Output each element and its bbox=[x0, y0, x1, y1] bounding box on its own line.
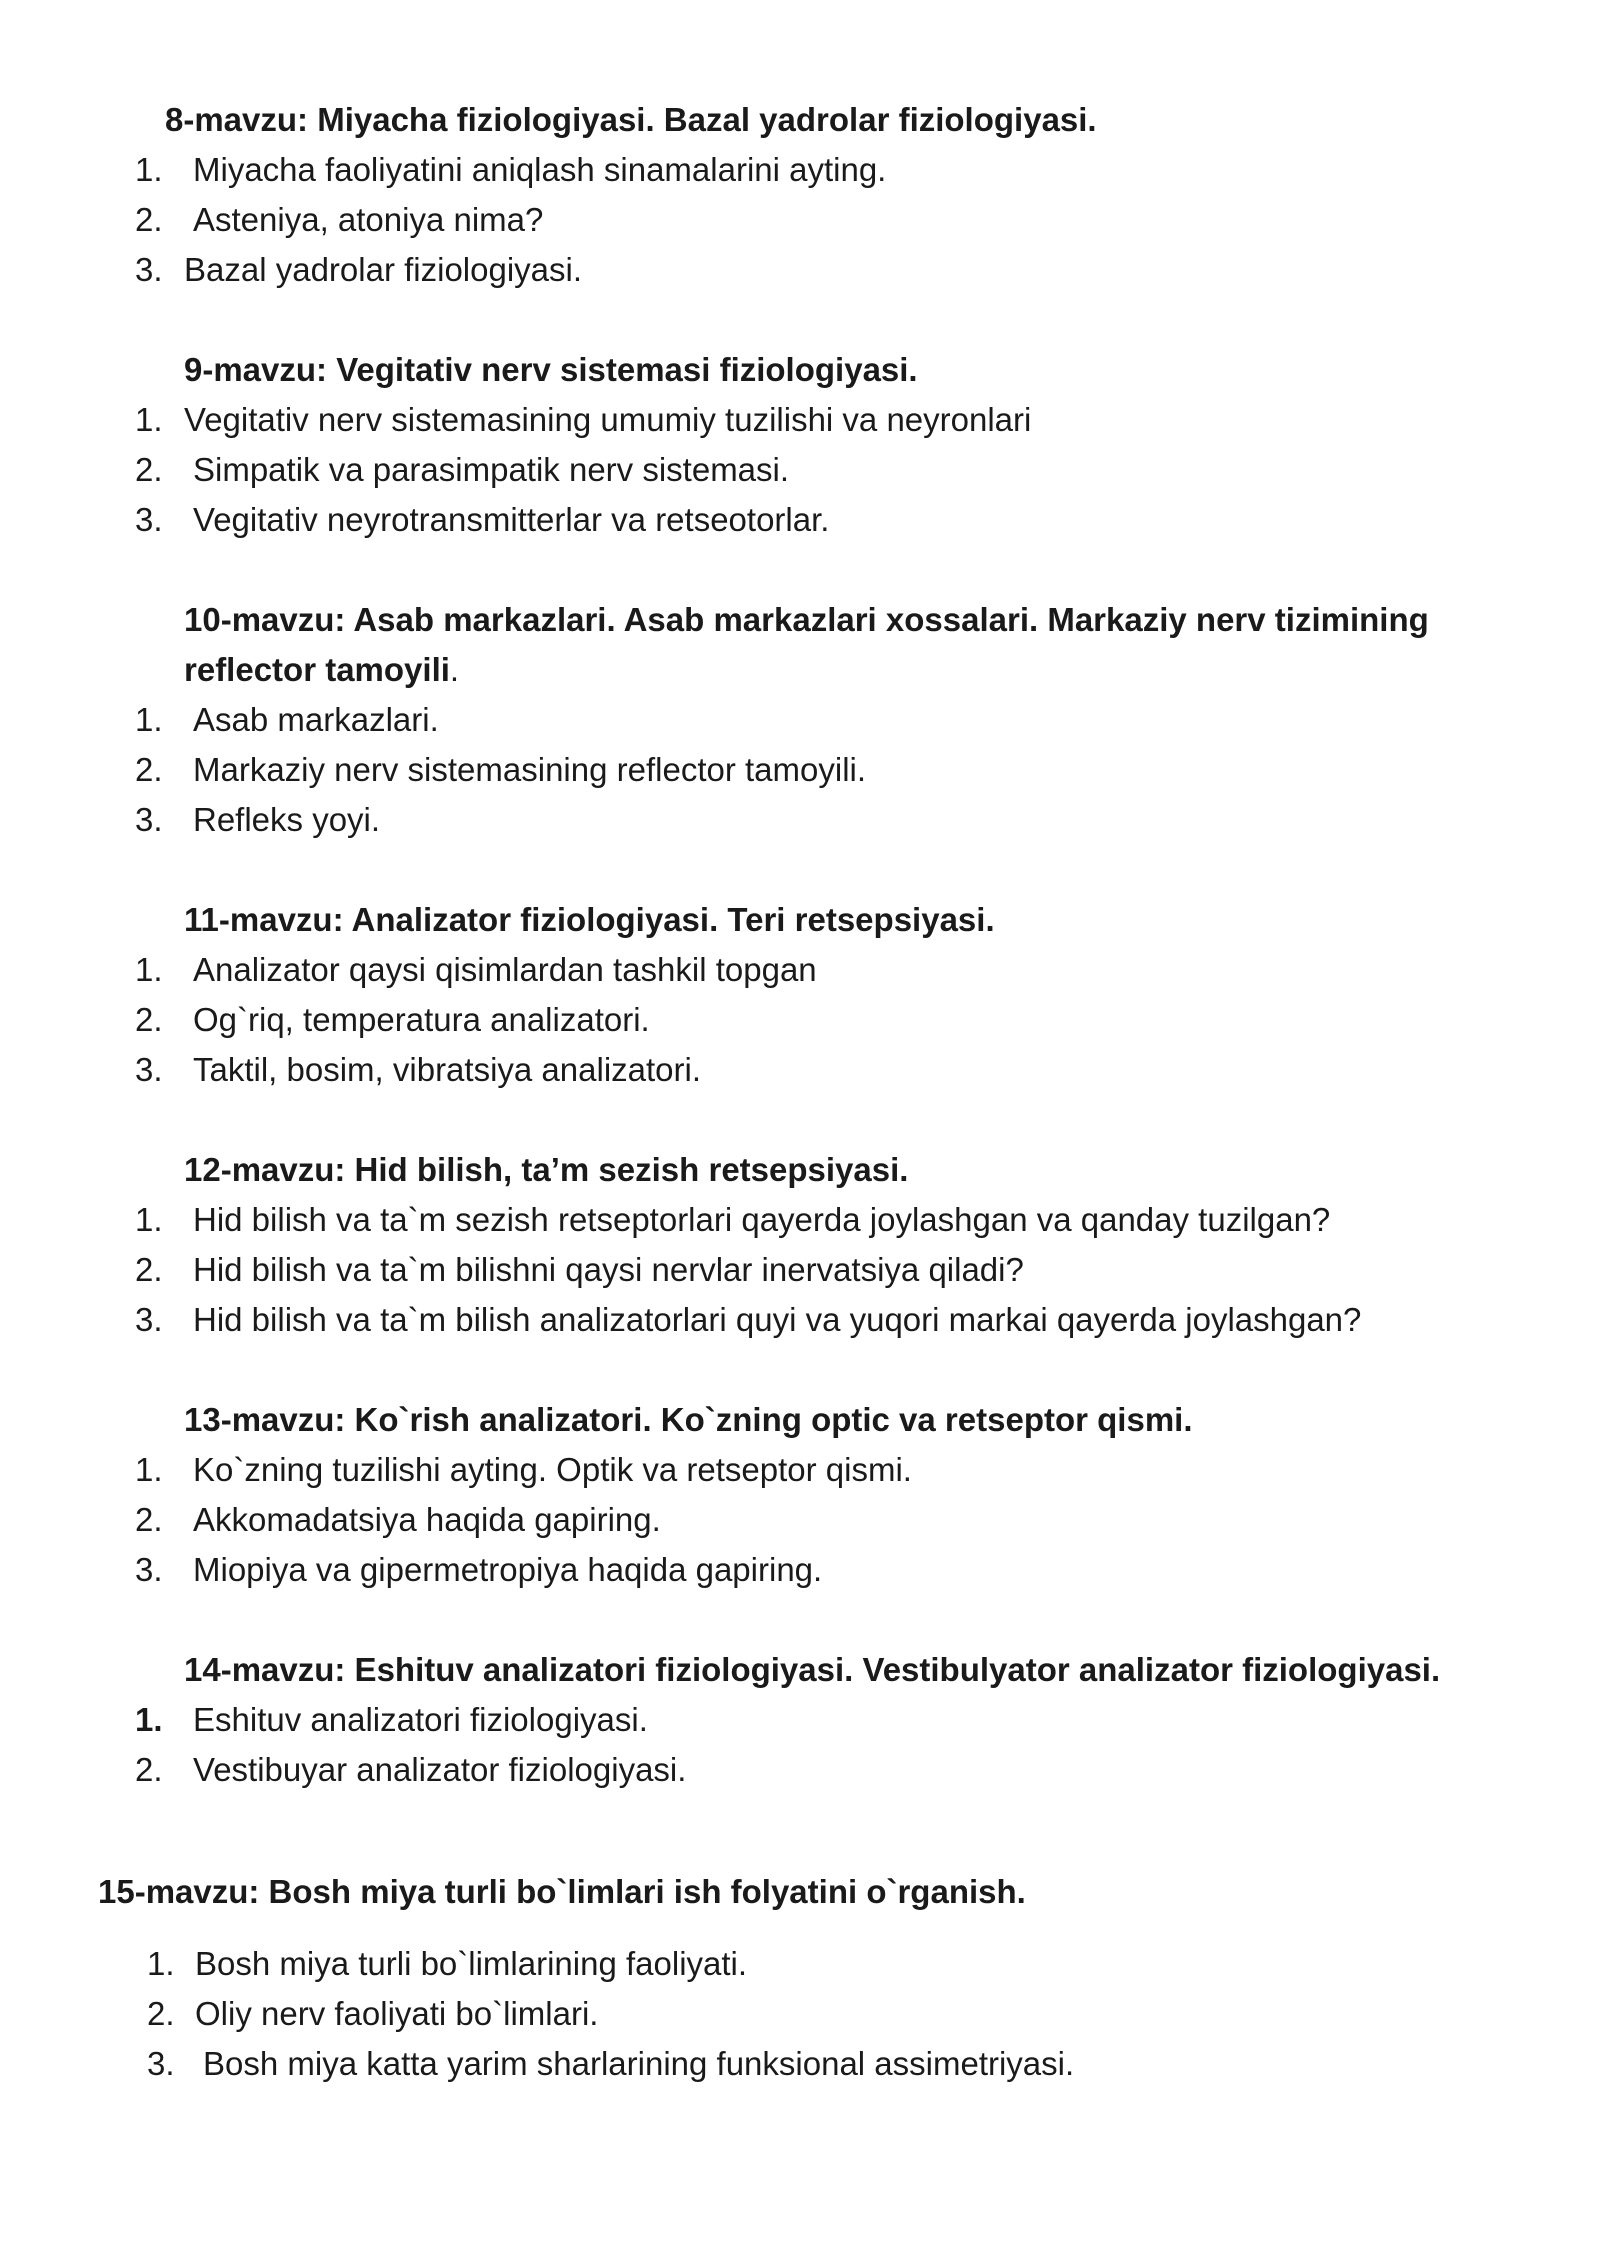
topic-13-item-1: Ko`zning tuzilishi ayting. Optik va retseptor qismi. bbox=[193, 1451, 912, 1488]
topic-10-title-line-2-period: . bbox=[449, 651, 460, 688]
topic-12-item-2-number: 2. bbox=[135, 1251, 163, 1288]
topic-10-title-line-2-bold: reflector tamoyili bbox=[184, 651, 450, 688]
topic-14-item-2-number: 2. bbox=[135, 1751, 163, 1788]
topic-13-title: 13-mavzu: Ko`rish analizatori. Ko`zning optic va retseptor qismi. bbox=[184, 1401, 1193, 1438]
topic-11-item-1: Analizator qaysi qisimlardan tashkil topgan bbox=[193, 951, 817, 988]
topic-8-item-2-number: 2. bbox=[135, 201, 163, 238]
topic-10-item-1: Asab markazlari. bbox=[193, 701, 439, 738]
topic-10-item-3-number: 3. bbox=[135, 801, 163, 838]
topic-8-title: 8-mavzu: Miyacha fiziologiyasi. Bazal yadrolar fiziologiyasi. bbox=[165, 101, 1097, 138]
topic-10-title-line-1: 10-mavzu: Asab markazlari. Asab markazlari xossalari. Markaziy nerv tizimining bbox=[184, 601, 1429, 638]
topic-8-item-2: Asteniya, atoniya nima? bbox=[193, 201, 544, 238]
topic-11-item-2-number: 2. bbox=[135, 1001, 163, 1038]
topic-12-item-1: Hid bilish va ta`m sezish retseptorlari qayerda joylashgan va qanday tuzilgan? bbox=[193, 1201, 1331, 1238]
topic-15-item-3-number: 3. bbox=[147, 2045, 175, 2082]
topic-15-item-3: Bosh miya katta yarim sharlarining funksional assimetriyasi. bbox=[203, 2045, 1075, 2082]
topic-11-item-3: Taktil, bosim, vibratsiya analizatori. bbox=[193, 1051, 702, 1088]
topic-10-item-2: Markaziy nerv sistemasining reflector tamoyili. bbox=[193, 751, 867, 788]
topic-9-item-2-number: 2. bbox=[135, 451, 163, 488]
topic-8-item-3-number: 3. bbox=[135, 251, 163, 288]
topic-12-item-3: Hid bilish va ta`m bilish analizatorlari quyi va yuqori markai qayerda joylashgan? bbox=[193, 1301, 1362, 1338]
topic-14-item-2: Vestibuyar analizator fiziologiyasi. bbox=[193, 1751, 687, 1788]
topic-12-title: 12-mavzu: Hid bilish, ta’m sezish retsepsiyasi. bbox=[184, 1151, 909, 1188]
topic-9-item-3-number: 3. bbox=[135, 501, 163, 538]
topic-11-item-3-number: 3. bbox=[135, 1051, 163, 1088]
topic-11-item-1-number: 1. bbox=[135, 951, 163, 988]
topic-10-item-1-number: 1. bbox=[135, 701, 163, 738]
topic-14-item-1-number: 1. bbox=[135, 1701, 163, 1738]
topic-12-item-2: Hid bilish va ta`m bilishni qaysi nervlar inervatsiya qiladi? bbox=[193, 1251, 1024, 1288]
topic-10-item-2-number: 2. bbox=[135, 751, 163, 788]
topic-13-item-3-number: 3. bbox=[135, 1551, 163, 1588]
topic-9-item-1: Vegitativ nerv sistemasining umumiy tuzilishi va neyronlari bbox=[184, 401, 1032, 438]
topic-11-item-2: Og`riq, temperatura analizatori. bbox=[193, 1001, 650, 1038]
topic-9-item-2: Simpatik va parasimpatik nerv sistemasi. bbox=[193, 451, 790, 488]
topic-15-item-2: Oliy nerv faoliyati bo`limlari. bbox=[195, 1995, 599, 2032]
topic-12-item-1-number: 1. bbox=[135, 1201, 163, 1238]
topic-9-title: 9-mavzu: Vegitativ nerv sistemasi fiziologiyasi. bbox=[184, 351, 918, 388]
topic-8-item-1-number: 1. bbox=[135, 151, 163, 188]
topic-8-item-3: Bazal yadrolar fiziologiyasi. bbox=[184, 251, 583, 288]
topic-10-title-line-2 bbox=[184, 650, 459, 690]
topic-11-title: 11-mavzu: Analizator fiziologiyasi. Teri retsepsiyasi. bbox=[184, 901, 995, 938]
topic-8-item-1: Miyacha faoliyatini aniqlash sinamalarini ayting. bbox=[193, 151, 887, 188]
topic-9-item-3: Vegitativ neyrotransmitterlar va retseotorlar. bbox=[193, 501, 830, 538]
topic-15-item-1-number: 1. bbox=[147, 1945, 175, 1982]
topic-14-title: 14-mavzu: Eshituv analizatori fiziologiyasi. Vestibulyator analizator fiziologiyasi. bbox=[184, 1651, 1441, 1688]
topic-13-item-3: Miopiya va gipermetropiya haqida gapiring. bbox=[193, 1551, 823, 1588]
topic-15-item-2-number: 2. bbox=[147, 1995, 175, 2032]
topic-12-item-3-number: 3. bbox=[135, 1301, 163, 1338]
topic-13-item-1-number: 1. bbox=[135, 1451, 163, 1488]
topic-13-item-2: Akkomadatsiya haqida gapiring. bbox=[193, 1501, 661, 1538]
topic-15-item-1: Bosh miya turli bo`limlarining faoliyati. bbox=[195, 1945, 748, 1982]
topic-13-item-2-number: 2. bbox=[135, 1501, 163, 1538]
topic-10-item-3: Refleks yoyi. bbox=[193, 801, 381, 838]
topic-14-item-1: Eshituv analizatori fiziologiyasi. bbox=[193, 1701, 648, 1738]
topic-15-title: 15-mavzu: Bosh miya turli bo`limlari ish folyatini o`rganish. bbox=[98, 1873, 1026, 1910]
topic-9-item-1-number: 1. bbox=[135, 401, 163, 438]
